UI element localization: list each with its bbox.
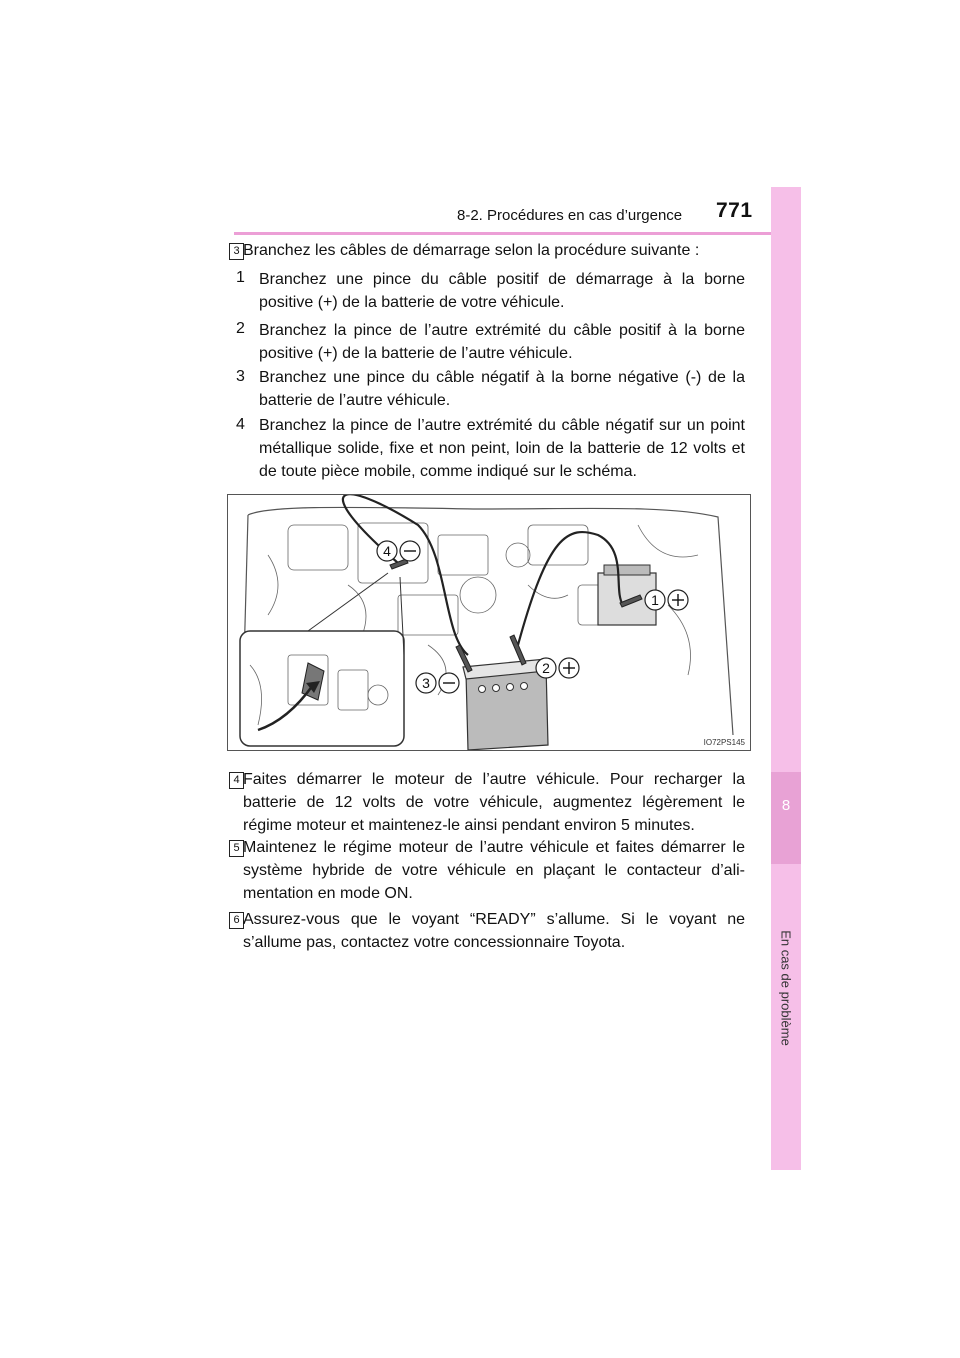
jump-start-diagram (227, 494, 751, 751)
substep-number: 3 (236, 368, 245, 385)
callout-label: 4 (383, 543, 391, 559)
section-title: 8-2. Procédures en cas d’urgence (457, 207, 683, 224)
chapter-label-text: En cas de problème (778, 930, 794, 1046)
step-number-box: 4 (229, 772, 244, 789)
figure-code: IO72PS145 (703, 738, 745, 747)
substep-text: Branchez une pince du câble négatif à la borne négative (-) de la batterie de l’autre véhicule. (259, 369, 745, 409)
callout-label: 3 (422, 675, 430, 691)
step-number-box: 6 (229, 912, 244, 929)
substep-number: 1 (236, 269, 245, 286)
substep-text: Branchez la pince de l’autre extrémité du câble positif à la borne positive (+) de la batterie de l’autre véhicule. (259, 322, 745, 362)
chapter-marker (771, 772, 801, 864)
step-text: Assurez-vous que le voyant “READY” s’allume. Si le voyant ne s’allume pas, contactez votre concessionnaire Toyota. (243, 911, 745, 951)
step-text: Faites démarrer le moteur de l’autre véhicule. Pour recharger la batterie de 12 volts de votre véhicule, augmentez légèrement le régime moteur et maintenez-le ainsi pendant environ 5 minutes. (243, 771, 745, 834)
header-divider (234, 232, 800, 235)
step-text: Maintenez le régime moteur de l’autre véhicule et faites démarrer le système hybride de votre véhicule en plaçant le contacteur d’ali-mentation en mode ON. (243, 839, 745, 902)
other-battery (463, 659, 548, 750)
substep-text: Branchez la pince de l’autre extrémité du câble négatif sur un point métallique solide, fixe et non peint, loin de la batterie de 12 volts et de toute pièce mobile, comme indiqué sur le schéma. (259, 417, 745, 480)
page-number: 771 (716, 199, 753, 222)
callout-label: 2 (542, 660, 550, 676)
callout-label: 1 (651, 592, 659, 608)
substep-number: 2 (236, 320, 245, 337)
step-number-box: 3 (229, 243, 244, 260)
chapter-number: 8 (781, 797, 791, 814)
engine-bay-illustration (228, 495, 750, 750)
substep-text: Branchez une pince du câble positif de démarrage à la borne positive (+) de la batterie de votre véhicule. (259, 271, 745, 311)
substep-number: 4 (236, 416, 245, 433)
step-text: Branchez les câbles de démarrage selon la procédure suivante : (243, 242, 700, 259)
chapter-label (772, 928, 800, 1048)
ground-point-inset (240, 573, 404, 746)
step-number-box: 5 (229, 840, 244, 857)
